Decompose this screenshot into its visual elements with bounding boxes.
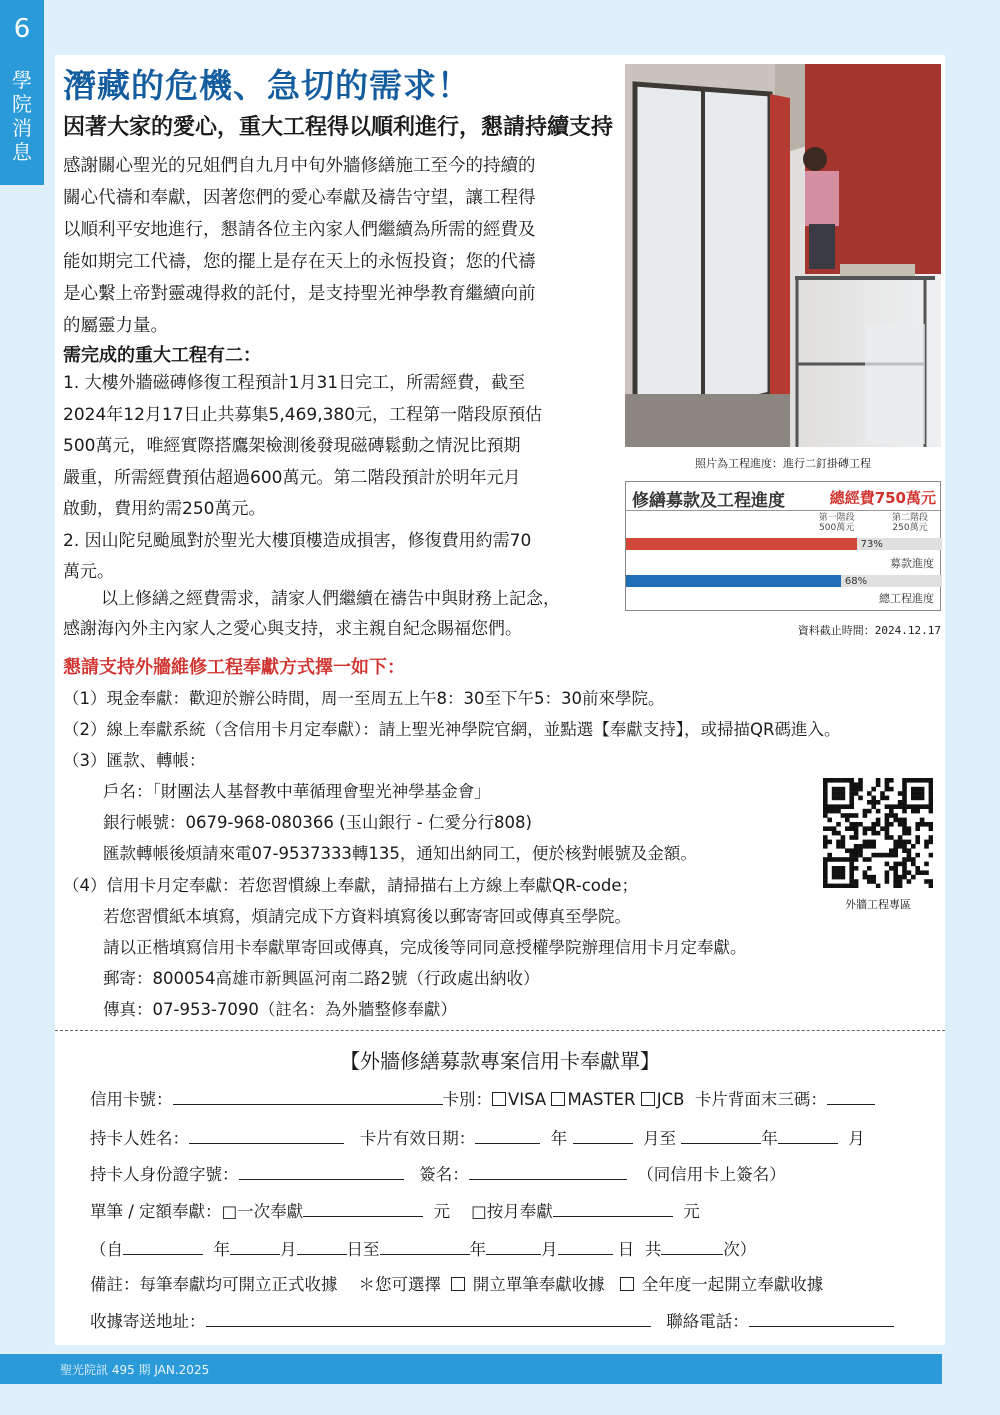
fundraising-bar xyxy=(626,538,857,550)
project-line: 2024年12月17日止共募集5,469,380元，工程第一階段原預估 xyxy=(63,404,543,425)
expiry-end-month-field[interactable] xyxy=(778,1127,838,1144)
annual-receipt-label: 全年度一起開立奉獻收據 xyxy=(641,1275,824,1294)
period-start-day-field[interactable] xyxy=(297,1238,347,1255)
signature-note: （同信用卡上簽名） xyxy=(637,1165,786,1184)
stage-amount: 250萬元 xyxy=(892,523,928,533)
period-end-month-field[interactable] xyxy=(486,1238,541,1255)
data-date: 資料截止時間：2024.12.17 xyxy=(797,624,941,637)
bank-account: 銀行帳號：0679-968-080366 (玉山銀行 - 仁愛分行808) xyxy=(103,813,532,832)
times-field[interactable] xyxy=(661,1238,723,1255)
fax-number: 傳真：07-953-7090（註名：為外牆整修奉獻） xyxy=(103,1000,457,1019)
form-row-period xyxy=(90,1236,756,1260)
project-line: 嚴重，所需經費預估超過600萬元。第二階段預計於明年元月 xyxy=(63,467,521,488)
jcb-label: JCB xyxy=(656,1090,685,1109)
day-label: 日 xyxy=(617,1240,635,1259)
card-number-field[interactable] xyxy=(173,1088,443,1105)
construction-bar-track xyxy=(626,575,942,587)
paper-form-note: 若您習慣紙本填寫，煩請完成下方資料填寫後以郵寄寄回或傳真至學院。 xyxy=(103,907,631,926)
qr-code[interactable] xyxy=(823,778,933,888)
fundraising-series-label: 募款進度 xyxy=(890,557,934,570)
stage-name: 第一階段 xyxy=(818,513,855,523)
intro-line: 以順利平安地進行，懇請各位主內家人們繼續為所需的經費及 xyxy=(63,220,536,240)
project-line: 2. 因山陀兒颱風對於聖光大樓頂樓造成損害，修復費用約需70 xyxy=(63,530,532,551)
method-transfer: （3）匯款、轉帳： xyxy=(63,751,206,770)
intro-line: 的屬靈力量。 xyxy=(63,316,168,336)
monthly-option[interactable]: □按月奉獻 xyxy=(471,1202,553,1221)
article-title: 潛藏的危機、急切的需求！ xyxy=(63,66,471,105)
form-row-address xyxy=(90,1308,894,1332)
authorization-note: 請以正楷填寫信用卡奉獻單寄回或傳真，完成後等同同意授權學院辦理信用卡月定奉獻。 xyxy=(103,938,747,957)
single-receipt-label: 開立單筆奉獻收據 xyxy=(472,1275,605,1294)
intro-line: 關心代禱和奉獻，因著您們的愛心奉獻及禱告守望，讓工程得 xyxy=(63,188,536,208)
holder-label: 持卡人姓名： xyxy=(90,1129,189,1148)
once-option[interactable]: □一次奉獻 xyxy=(221,1202,304,1221)
holder-field[interactable] xyxy=(189,1127,344,1144)
year-label: 年 xyxy=(469,1240,486,1259)
form-row-id xyxy=(90,1161,786,1185)
phone-label: 聯絡電話： xyxy=(666,1312,749,1331)
master-label: MASTER xyxy=(567,1090,636,1109)
choose-label: ＊您可選擇 xyxy=(358,1275,441,1294)
day-to-label: 日至 xyxy=(346,1240,380,1259)
article-subtitle: 因著大家的愛心，重大工程得以順利進行，懇請持續支持 xyxy=(63,115,614,140)
intro-line: 感謝關心聖光的兄姐們自九月中旬外牆修繕施工至今的持續的 xyxy=(63,156,536,176)
period-start-month-field[interactable] xyxy=(230,1238,280,1255)
project-line: 萬元。 xyxy=(63,562,114,582)
closing-line: 以上修繕之經費需求，請家人們繼續在禱告中與財務上記念， xyxy=(101,589,560,609)
month-label: 月 xyxy=(541,1240,558,1259)
expiry-start-month-field[interactable] xyxy=(573,1127,633,1144)
total-label: 共 xyxy=(644,1240,662,1259)
cvv-field[interactable] xyxy=(827,1088,875,1105)
method-cash: （1）現金奉獻：歡迎於辦公時間，周一至周五上午8：30至下午5：30前來學院。 xyxy=(63,689,665,708)
id-field[interactable] xyxy=(239,1163,404,1180)
address-field[interactable] xyxy=(206,1310,651,1327)
stage-marker-2 xyxy=(880,513,940,533)
once-amount-field[interactable] xyxy=(303,1200,423,1217)
projects-list xyxy=(63,368,593,589)
yuan-label: 元 xyxy=(433,1202,451,1221)
signature-label: 簽名： xyxy=(419,1165,469,1184)
expiry-label: 卡片有效日期： xyxy=(359,1129,476,1148)
stage-amount: 500萬元 xyxy=(819,523,855,533)
footer-bar xyxy=(0,1354,942,1384)
methods-heading: 懇請支持外牆維修工程奉獻方式擇一如下： xyxy=(63,657,405,678)
form-row-amount xyxy=(90,1198,700,1222)
month-to-label: 月至 xyxy=(643,1129,676,1148)
address-label: 收據寄送地址： xyxy=(90,1312,206,1331)
times-label: 次） xyxy=(723,1240,757,1259)
construction-series-label: 總工程進度 xyxy=(879,592,934,605)
fundraising-bar-track xyxy=(626,538,942,550)
progress-chart xyxy=(625,481,941,611)
project-line: 1. 大樓外牆磁磚修復工程預計1月31日完工，所需經費，截至 xyxy=(63,373,526,393)
intro-paragraph xyxy=(63,150,603,342)
note-label: 備註：每筆奉獻均可開立正式收據 xyxy=(90,1275,338,1294)
chart-title: 修繕募款及工程進度 xyxy=(632,491,785,511)
card-number-label: 信用卡號： xyxy=(90,1090,173,1109)
fundraising-percent: 73% xyxy=(860,539,883,550)
closing-paragraph xyxy=(63,584,593,644)
form-row-card xyxy=(90,1086,875,1110)
project-line: 啟動，費用約需250萬元。 xyxy=(63,499,266,519)
signature-field[interactable] xyxy=(469,1163,627,1180)
year-label: 年 xyxy=(550,1129,568,1148)
transfer-notice: 匯款轉帳後煩請來電07-9537333轉135，通知出納同工，便於核對帳號及金額。 xyxy=(103,844,697,863)
card-type-label: 卡別： xyxy=(442,1090,492,1109)
id-label: 持卡人身份證字號： xyxy=(90,1165,239,1184)
jcb-checkbox[interactable] xyxy=(641,1092,655,1106)
section-char: 院 xyxy=(12,92,32,116)
visa-checkbox[interactable] xyxy=(492,1092,506,1106)
yuan-label: 元 xyxy=(683,1202,700,1221)
amount-label: 單筆 / 定額奉獻： xyxy=(90,1202,222,1221)
form-title: 【外牆修繕募款專案信用卡奉獻單】 xyxy=(340,1049,660,1073)
cvv-label: 卡片背面末三碼： xyxy=(694,1090,827,1109)
section-label xyxy=(4,68,40,164)
account-name: 戶名：「財團法人基督教中華循理會聖光神學基金會」 xyxy=(103,782,491,801)
period-end-day-field[interactable] xyxy=(558,1238,613,1255)
cut-line xyxy=(55,1030,945,1031)
form-row-receipt xyxy=(90,1271,823,1295)
projects-heading: 需完成的重大工程有二： xyxy=(63,345,261,366)
intro-line: 能如期完工代禱，您的擺上是存在天上的永恆投資；您的代禱 xyxy=(63,252,536,272)
year-label: 年 xyxy=(761,1129,778,1148)
chart-total-label: 總經費750萬元 xyxy=(829,489,936,507)
page-number: 6 xyxy=(13,14,31,44)
stage-name: 第二階段 xyxy=(891,513,928,523)
photo-caption: 照片為工程進度：進行二釘掛磚工程 xyxy=(695,457,871,470)
construction-percent: 68% xyxy=(844,576,868,587)
closing-line: 感謝海內外主內家人之愛心與支持，求主親自紀念賜福您們。 xyxy=(63,619,522,639)
visa-label: VISA xyxy=(508,1090,547,1109)
month-label: 月 xyxy=(848,1129,865,1148)
period-open: （自 xyxy=(90,1240,123,1259)
section-char: 消 xyxy=(12,116,32,140)
method-credit-card: （4）信用卡月定奉獻：若您習慣線上奉獻，請掃描右上方線上奉獻QR-code； xyxy=(63,876,639,895)
section-char: 息 xyxy=(12,140,32,164)
form-row-holder xyxy=(90,1125,865,1149)
section-char: 學 xyxy=(12,68,32,92)
side-tab xyxy=(0,0,44,185)
stage-marker-1 xyxy=(807,513,867,533)
chart-divider xyxy=(626,510,940,511)
qr-caption: 外牆工程專區 xyxy=(845,898,911,911)
single-receipt-checkbox[interactable] xyxy=(451,1277,465,1291)
period-end-year-field[interactable] xyxy=(380,1238,470,1255)
qr-code-image xyxy=(823,778,933,888)
project-line: 500萬元，唯經實際搭鷹架檢測後發現磁磚鬆動之情況比預期 xyxy=(63,436,521,456)
year-label: 年 xyxy=(213,1240,230,1259)
mailing-address: 郵寄：800054高雄市新興區河南二路2號（行政處出納收） xyxy=(103,969,540,988)
annual-receipt-checkbox[interactable] xyxy=(620,1277,634,1291)
period-start-year-field[interactable] xyxy=(123,1238,203,1255)
intro-line: 是心繫上帝對靈魂得救的託付，是支持聖光神學教育繼續向前 xyxy=(63,284,536,304)
master-checkbox[interactable] xyxy=(551,1092,565,1106)
construction-bar xyxy=(626,575,841,587)
construction-photo xyxy=(625,64,941,447)
method-online: （2）線上奉獻系統（含信用卡月定奉獻）：請上聖光神學院官網，並點選【奉獻支持】，或掃描QR碼進入。 xyxy=(63,720,841,739)
month-label: 月 xyxy=(280,1240,297,1259)
monthly-amount-field[interactable] xyxy=(553,1200,673,1217)
photo-illustration xyxy=(625,64,941,447)
phone-field[interactable] xyxy=(749,1310,894,1327)
footer-text: 聖光院訊 495 期 JAN.2025 xyxy=(60,1363,210,1377)
expiry-end-year-field[interactable] xyxy=(681,1127,761,1144)
expiry-start-year-field[interactable] xyxy=(475,1127,540,1144)
